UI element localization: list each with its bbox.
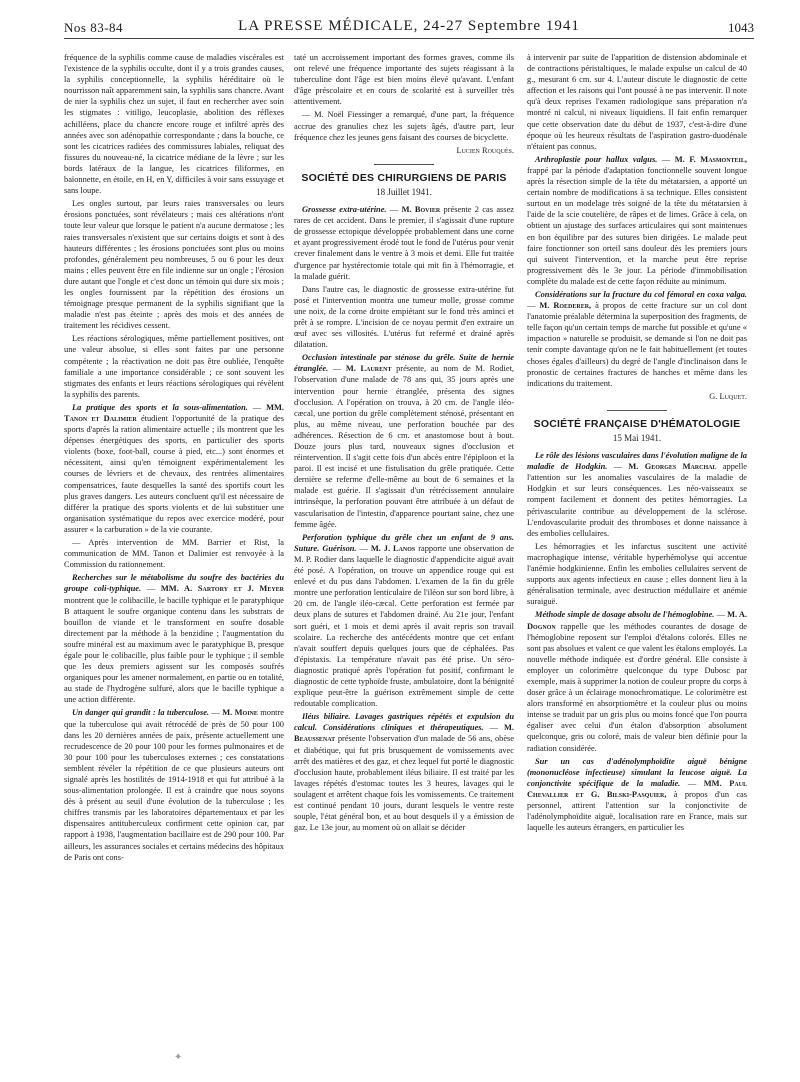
article-body: présente 2 cas assez rares de cet accident. Dans le premier, il s'agissait d'une rupture de grossesse ectopique développée probablement dans une corne et ayant progressivement érodé tout le fond de l'utérus pour venir crever finalement dans le ventre à 3 mois et demi. Elle fut traitée d'urgence par hystérectomie totale qui mit fin à l'hémorragie, et la malade guérit. xyxy=(294,205,514,281)
paragraph: fréquence de la syphilis comme cause de maladies viscérales est l'existence de la syphilis occulte, dont il y a trois grandes causes, la syphilis conceptionnelle, la syphilis héréditaire où le nourrisson naît apparemment sain, la syphilis sans chancre. Avant de nier la syphilis chez un sujet, il faut en rechercher avec soin les stigmates : vitiligo, leucoplasie, abolition des réflexes achilléens, place du chancre encore rouge et infiltré après des années avec son adénopathie correspondante ; dans la bouche, ce sont les cicatrices radiées des commissures labiales, reliquat des fissures du nouveau-né, la cicatrice médiane de la lèvre ; sur les bords latéraux de la langue, les cicatrices filiformes, en baïonnette, en étoile, en H, en Y, difficiles à voir sans essuyage et sans loupe. xyxy=(64,53,284,196)
article-title: Un danger qui grandit : la tuberculose. xyxy=(72,708,210,718)
divider xyxy=(607,410,667,411)
article-title: Considérations sur la fracture du col fémoral en coxa valga. xyxy=(535,289,747,299)
article-author: M. Georges Marchal xyxy=(628,462,717,472)
signature: G. Luquet. xyxy=(709,391,747,401)
article-title: Occlusion intestinale par sténose du grêle. Suite de hernie étranglée. xyxy=(294,353,514,374)
article-body: étudient l'opportunité de la pratique des sports d'après la ration alimentaire actuelle ; ils montrent que les dépenses énergétiques des sports, en particulier des sports violents (boxe, foot-ball, course à pied, etc...) sont énormes et nécessitent, ainsi qu'en témoignent expérimentalement les courses de lévriers et de chevaux, des rentrées alimentaires compensatrices, faute desquelles la santé des sportifs court les plus graves dangers. Les auteurs concluent qu'il est nécessaire de différer la pratique des sports violents et de lui substituer une organisation systématique du repos avec exercice modéré, pour assurer « la carburation » de la vie courante. xyxy=(64,414,284,534)
article-entry: Méthode simple de dosage absolu de l'hémoglobine. — M. A. Dognon rappelle que les méthodes courantes de dosage de l'hémoglobine reposent sur l'emploi d'étalons colorés. Elles ne sont pas absolues et valent ce que valent les étalons employés. La nouvelle méthode indiquée est d'ordre général. Elle consiste à employer un colorimètre quelconque du type Dubosc par exemple, mais à supprimer la notion de couleur propre du corps à doser grâce à un éclairage monochromatique. Le colorimètre est alors transformé en absorptiomètre et la couleur plus ou moins intense se traduit par un gris plus ou moins foncé que l'on pourra égaliser avec celui d'un étalon d'absorption absolument quelconque, gris ou coloré, mais de valeur bien définie pour la radiation considérée. xyxy=(527,610,747,753)
paragraph: — Après intervention de MM. Barrier et Rist, la communication de MM. Tanon et Dalimier est renvoyée à la Commission du rationnement. xyxy=(64,538,284,570)
issue-number: Nos 83-84 xyxy=(64,20,124,35)
article-author: M. J. Lanos xyxy=(370,543,416,553)
article-title: Sur un cas d'adénolymphoïdite aiguë bénigne (mononucléose infectieuse) simulant la leucose aiguë. La conjonctivite spécifique de la maladie. xyxy=(527,756,747,788)
article-body: présente l'observation d'un malade de 56 ans, obèse et diabétique, qui fut pris brusquement de vomissements avec arrêt des matières et des gaz, et chez lequel fut porté le diagnostic d'occlusion haute, probablement iléus biliaire. Il est traité par les lavages répétés d'estomac toutes les 3 heures, lavages qui le soulagent et arrêtent chaque fois les vomissements. Ce traitement est continué pendant 10 jours, durant lesquels le ventre reste souple, l'état général bon, et au bout desquels il y a émission de gaz. Le 13e jour, au moment où on allait se décider xyxy=(294,734,514,833)
article-title: Recherches sur le métabolisme du soufre des bactéries du groupe coli-typhique. xyxy=(64,573,284,594)
scan-mark-icon: ✦ xyxy=(174,1052,183,1063)
article-author: M. Moine xyxy=(222,708,258,718)
paragraph: à intervenir par suite de l'apparition de distension abdominale et de contractions péristaltiques, le malade expulse un calcul de 40 g., mesurant 6 cm. sur 4. L'auteur discute le diagnostic de cette affection et les raisons qui l'ont poussé à ne pas intervenir. Il note qu'à deux reprises l'examen radiologique sans préparation n'a montré ni calcul, ni niveaux liquidiens. Il fait enfin remarquer que cette observation date du début de 1937, c'est-à-dire d'une époque où les heureux résultats de l'aspiration gastro-duodénale n'étaient pas connus. xyxy=(527,53,747,151)
article-body: rappelle que les méthodes courantes de dosage de l'hémoglobine reposent sur l'emploi d'étalons colorés. Elles ne sont pas absolues et valent ce que valent les étalons employés. La nouvelle méthode indiquée est d'ordre général. Elle consiste à employer un colorimètre quelconque du type Dubosc par exemple, mais à supprimer la notion de couleur propre du corps à doser grâce à un éclairage monochromatique. Le colorimètre est alors transformé en absorptiomètre et la couleur plus ou moins intense se traduit par un gris plus ou moins foncé que l'on pourra égaliser avec celui d'un étalon d'absorption absolument quelconque, gris ou coloré, mais de valeur bien définie pour la radiation considérée. xyxy=(527,621,747,753)
column-left xyxy=(64,52,284,1072)
article-author: M. F. Masmonteil, xyxy=(674,154,747,164)
section-date: 15 Mai 1941. xyxy=(612,433,662,443)
article-title: Le rôle des lésions vasculaires dans l'évolution maligne de la maladie de Hodgkin. xyxy=(527,451,747,472)
section-title: SOCIÉTÉ DES CHIRURGIENS DE PARIS xyxy=(301,171,507,184)
article-entry: Un danger qui grandit : la tuberculose. — M. Moine montre que la tuberculose qui avait rétrocédé de près de 50 pour 100 dans les 20 dernières années de paix, présente actuellement une recrudescence de 20 pour 100 pour les formes pulmonaires et de 30 pour 100 pour les tuberculoses externes ; ces constatations semblent révéler la répétition de ce que plusieurs auteurs ont signalé après les hostilités de 1914-1918 et qui fut attribué à la sous-alimentation prolongée. Il est à craindre que nous soyons dès à présent au seuil d'une évolution de la tuberculose ; les chiffres transmis par les laboratoires départementaux et par les dispensaires antituberculeux confirment cette opinion car, par rapport à 1938, l'augmentation bacillaire est de 290 pour 100. Par ailleurs, les assurances sociales et certains médecins des hôpitaux de Paris ont cons- xyxy=(64,708,284,862)
article-title: Méthode simple de dosage absolu de l'hémoglobine. xyxy=(535,610,715,620)
article-author: M. Bovier xyxy=(401,205,441,215)
article-body: à propos d'un cas personnel, attirent l'attention sur la conjonctivite de l'adénolymphoïdite aiguë, localisation rare en France, mais sur laquelle les auteurs étrangers, en particulier les xyxy=(527,789,747,833)
page-header xyxy=(64,16,754,39)
paragraph: Les réactions sérologiques, même partiellement positives, ont une valeur absolue, si elles sont faites par une personne compétente ; la réactivation ne doit pas être oubliée, l'enquête familiale a une importance considérable ; ce sont souvent les stigmates des enfants et leurs réactions sérologiques qui révèlent la syphilis des parents. xyxy=(64,334,284,399)
article-entry: Perforation typhique du grêle chez un enfant de 9 ans. Suture. Guérison. — M. J. Lanos rapporte une observation de M. P. Rodier dans laquelle le diagnostic d'appendicite aiguë avait été posé. A l'opération, on trouve un appendice rouge qui est enlevé et du pus dans l'abdomen. L'examen de la fin du grêle montre une perforation lenticulaire de l'iléon sur son bord libre, à 20 cm. de l'angle iléo-cæcal. Cette perforation est fermée par deux plans de sutures et l'abdomen drainé. Au 21e jour, l'enfant sort guéri, et 1 mois et demi après il avait repris son travail scolaire. La recherche des antécédents montre que cet enfant n'avait souffert depuis quelques jours que de céphalées. Pas d'épistaxis. La température n'avait pas été prise. Un séro-diagnostic pratiqué après l'opération fut positif, confirmant le diagnostic de cette typhoïde fruste, ambulatoire, dont la bénignité explique peut-être la guérison extrêmement simple de cette redoutable complication. xyxy=(294,532,514,709)
signature: Lucien Rouquès. xyxy=(456,145,514,155)
paragraph: Dans l'autre cas, le diagnostic de grossesse extra-utérine fut posé et l'intervention montra une tumeur molle, grosse comme une noix, de la corne droite empiétant sur le fond très aminci et prêt à se rompre. L'incision de ce noyau permit d'en extraire un œuf avec ses villosités. L'utérus fut refermé et drainé après dilatation. xyxy=(294,284,514,350)
section-date: 18 Juillet 1941. xyxy=(376,186,432,197)
journal-title: LA PRESSE MÉDICALE, 24-27 Septembre 1941 xyxy=(238,18,580,34)
section-title: SOCIÉTÉ FRANÇAISE D'HÉMATOLOGIE xyxy=(533,417,741,430)
article-body: appelle l'attention sur les anomalies vasculaires de la maladie de Hodgkin et sur leurs conséquences. Les néo-vaisseaux se rompent facilement et donnent des petites hémorragies. La périvascularite contribue au développement de la sclérose. L'endovascularite produit des thromboses et donne naissance à des embolies cellulaires. xyxy=(527,462,747,538)
article-author: MM. Paul Chevallier et G. Bilski-Pasquier, xyxy=(527,778,747,799)
article-title: La pratique des sports et la sous-alimentation. xyxy=(72,402,248,412)
article-entry: Arthroplastie pour hallux valgus. — M. F. Masmonteil, frappé par la période d'adaptation fonctionnelle souvent longue après la résection simple de la tête du métatarsien, a apporté un certain nombre de modifications à sa technique. Elles consistent surtout en un modelage très soigné de la tête du métatarsien à l'aide de la scie coutelière, de râpes et de limes. Grâce à cela, on obtient un ajustage des surfaces articulaires qui sont maintenues en bon équilibre par des sutures bien dirigées. Le malade peut faire fonctionner son orteil sans douleur dès les premiers jours qui suivent l'intervention, et la marche peut être reprise progressivement dès le 3e jour. La période d'immobilisation complète du malade est de cette façon réduite au minimum. xyxy=(527,154,747,286)
article-entry: La pratique des sports et la sous-alimentation. — MM. Tanon et Dalimier étudient l'opportunité de la pratique des sports d'après la ration alimentaire actuelle ; ils montrent que les dépenses énergétiques des sports, en particulier des sports violents (boxe, foot-ball, course à pied, etc...) sont énormes et nécessitent, ainsi qu'en témoignent expérimentalement les courses de lévriers et de chevaux, des rentrées alimentaires compensatrices, faute desquelles la santé des sportifs court les plus graves dangers. Les auteurs concluent qu'il est nécessaire de différer la pratique des sports violents et de lui substituer une organisation systématique du repos avec exercice modéré, pour assurer « la carburation » de la vie courante. xyxy=(64,402,284,534)
paragraph: Les hémorragies et les infarctus suscitent une activité macrophagique intense, véritable hyperhémolyse qui accentue l'anémie hodgkinienne. Enfin les embolies cellulaires servent de supports aux agents infectieux en cause ; elles donnent lieu à la généralisation terminale, avec destruction médullaire et anémie suraiguë. xyxy=(527,541,747,607)
article-entry: Considérations sur la fracture du col fémoral en coxa valga. — M. Roederer, à propos de cette fracture sur un col dont l'anatomie préalable détermina la superposition des fragments, de telle façon qu'un certain temps de marche fut possible et qu'une « impaction » naturelle se produisit, se demande si l'on ne doit pas tenir compte davantage qu'on ne le fait habituellement (et toutes choses égales d'ailleurs) du degré de l'angle d'inclinaison dans le pronostic de certaines fractures de hanches et même dans les indications du traitement. xyxy=(527,289,747,388)
article-body: montre que la tuberculose qui avait rétrocédé de près de 50 pour 100 dans les 20 dernières années de paix, présente actuellement une recrudescence de 20 pour 100 pour les formes pulmonaires et de 30 pour 100 pour les tuberculoses externes ; ces constatations semblent révéler la répétition de ce que plusieurs auteurs ont signalé après les hostilités de 1914-1918 et qui fut attribué à la sous-alimentation prolongée. Il est à craindre que nous soyons dès à présent au seuil d'une évolution de la tuberculose ; les chiffres transmis par les laboratoires départementaux et par les dispensaires antituberculeux confirment cette opinion car, par rapport à 1938, l'augmentation bacillaire est de 290 pour 100. Par ailleurs, les assurances sociales et certains médecins des hôpitaux de Paris ont cons- xyxy=(64,708,284,862)
article-author: M. A. Dognon xyxy=(527,610,747,631)
column-middle xyxy=(294,52,514,1072)
paragraph: taté un accroissement important des formes graves, comme ils ont relevé une fréquence importante des sujets réagissant à la tuberculine dont l'âge est bien moins élevé qu'avant. L'enfant d'âge préscolaire et en cours de scolarité est à surveiller très attentivement. xyxy=(294,53,514,107)
article-entry: Grossesse extra-utérine. — M. Bovier présente 2 cas assez rares de cet accident. Dans le premier, il s'agissait d'une rupture de grossesse ectopique développée probablement dans une corne et ayant progressivement érodé tout le fond de l'utérus pour venir crever finalement dans le ventre à 3 mois et demi. Elle fut traitée d'urgence par hystérectomie totale qui mit fin à l'hémorragie, et la malade guérit. xyxy=(294,205,514,281)
divider xyxy=(374,164,434,165)
article-title: Grossesse extra-utérine. xyxy=(302,205,387,215)
article-entry: Le rôle des lésions vasculaires dans l'évolution maligne de la maladie de Hodgkin. — M. Georges Marchal appelle l'attention sur les anomalies vasculaires de la maladie de Hodgkin et sur leurs conséquences. Les néo-vaisseaux se rompent facilement et donnent des petites hémorragies. La périvascularite contribue au développement de la sclérose. L'endovascularite produit des thromboses et donne naissance à des embolies cellulaires. xyxy=(527,451,747,538)
article-author: MM. Tanon et Dalimier xyxy=(64,402,284,423)
article-title: Iléus biliaire. Lavages gastriques répétés et expulsion du calcul. Considérations cliniques et thérapeutiques. xyxy=(294,712,514,733)
article-body: à propos de cette fracture sur un col dont l'anatomie préalable détermina la superposition des fragments, de telle façon qu'un certain temps de marche fut possible et qu'une « impaction » naturelle se produisit, se demande si l'on ne doit pas tenir compte davantage qu'on ne le fait habituellement (et toutes choses égales d'ailleurs) du degré de l'angle d'inclinaison dans le pronostic de certaines fractures de hanches et même dans les indications du traitement. xyxy=(527,301,747,388)
paragraph: — M. Noël Fiessinger a remarqué, d'une part, la fréquence accrue des granulies chez les sujets âgés, d'autre part, leur fréquence chez les jeunes gens faisant des courses de bicyclette. xyxy=(294,110,514,142)
page-number: 1043 xyxy=(728,20,754,35)
article-author: M. Laurent xyxy=(345,364,392,374)
article-entry: Iléus biliaire. Lavages gastriques répétés et expulsion du calcul. Considérations cliniques et thérapeutiques. — M. Beaussenat présente l'observation d'un malade de 56 ans, obèse et diabétique, qui fut pris brusquement de vomissements avec arrêt des matières et des gaz, et chez lequel fut porté le diagnostic d'occlusion haute, probablement iléus biliaire. Il est traité par les lavages répétés d'estomac toutes les 3 heures, lavages qui le soulagent et arrêtent chaque fois les vomissements. Ce traitement est continué pendant 10 jours, durant lesquels le ventre reste souple, l'état général bon, et au bout desquels il y a émission de gaz. Le 13e jour, au moment où on allait se décider xyxy=(294,712,514,833)
article-author: M. Beaussenat xyxy=(294,723,514,744)
article-author: MM. A. Sartory et J. Meyer xyxy=(160,584,284,594)
article-author: M. Roederer, xyxy=(539,301,592,311)
article-title: Arthroplastie pour hallux valgus. xyxy=(535,154,658,164)
paragraph: Les ongles surtout, par leurs raies transversales ou leurs érosions ponctuées, sont révélateurs ; mais ces altérations n'ont toute leur valeur que lorsque le patient n'a aucune dermatose ; les raies transversales n'existent que sur certains doigts et sont à des hauteurs différentes ; les érosions ponctuées sont plus ou moins profondes, généralement peu nombreuses, 5 ou 6 pour les deux mains ; elles peuvent être en file indienne sur un ongle ; l'érosion dure autant que l'ongle et c'est donc un témoin qui dure six mois ; les ongles fournissent par la répétition des érosions un témoignage presque permanent de la syphilis signifiant que la maladie n'est pas éteinte ; après des mois et des années de traitement les récidives cessent. xyxy=(64,199,284,331)
article-title: Perforation typhique du grêle chez un enfant de 9 ans. Suture. Guérison. xyxy=(294,532,514,553)
article-entry: Sur un cas d'adénolymphoïdite aiguë bénigne (mononucléose infectieuse) simulant la leucose aiguë. La conjonctivite spécifique de la maladie. — MM. Paul Chevallier et G. Bilski-Pasquier, à propos d'un cas personnel, attirent l'attention sur la conjonctivite de l'adénolymphoïdite aiguë, localisation rare en France, mais sur laquelle les auteurs étrangers, en particulier les xyxy=(527,756,747,833)
column-right xyxy=(527,52,747,1072)
article-entry: Recherches sur le métabolisme du soufre des bactéries du groupe coli-typhique. — MM. A. Sartory et J. Meyer montrent que le colibacille, le bacille typhique et le paratyphique B attaquent le soufre organique contenu dans les substrats de bouillon de viande et le transforment en soufre dosable directement par la méthode à la benzidine ; l'augmentation du soufre minéral est au maximum avec le paratyphique B, presque égale pour le colibacille, plus faible pour le typhique ; il semble que les deux premiers agissent sur les composés soufrés organiques pour les amener normalement, en partie ou en totalité, au stade de l'hydrogène sulfuré, alors que le bacille typhique a une action différente. xyxy=(64,573,284,705)
article-body: montrent que le colibacille, le bacille typhique et le paratyphique B attaquent le soufre organique contenu dans les substrats de bouillon de viande et le transforment en soufre dosable directement par la méthode à la benzidine ; l'augmentation du soufre minéral est au maximum avec le paratyphique B, presque égale pour le colibacille, plus faible pour le typhique ; il semble que les deux premiers agissent sur les composés soufrés organiques pour les amener normalement, en partie ou en totalité, au stade de l'hydrogène sulfuré, alors que le bacille typhique a une action différente. xyxy=(64,595,284,705)
article-body: frappé par la période d'adaptation fonctionnelle souvent longue après la résection simple de la tête du métatarsien, a apporté un certain nombre de modifications à sa technique. Elles consistent surtout en un modelage très soigné de la tête du métatarsien à l'aide de la scie coutelière, de râpes et de limes. Grâce à cela, on obtient un ajustage des surfaces articulaires qui sont maintenues en bon équilibre par des sutures bien dirigées. Le malade peut faire fonctionner son orteil sans douleur dès les premiers jours qui suivent l'intervention, et la marche peut être reprise progressivement dès le 3e jour. La période d'immobilisation complète du malade est de cette façon réduite au minimum. xyxy=(527,165,747,286)
article-body: rapporte une observation de M. P. Rodier dans laquelle le diagnostic d'appendicite aiguë avait été posé. A l'opération, on trouve un appendice rouge qui est enlevé et du pus dans l'abdomen. L'examen de la fin du grêle montre une perforation lenticulaire de l'iléon sur son bord libre, à 20 cm. de l'angle iléo-cæcal. Cette perforation est fermée par deux plans de sutures et l'abdomen drainé. Au 21e jour, l'enfant sort guéri, et 1 mois et demi après il avait repris son travail scolaire. La recherche des antécédents montre que cet enfant n'avait souffert depuis quelques jours que de céphalées. Pas d'épistaxis. La température n'avait pas été prise. Un séro-diagnostic pratiqué après l'opération fut positif, confirmant le diagnostic de cette typhoïde fruste, ambulatoire, dont la bénignité explique peut-être la guérison extrêmement simple de cette redoutable complication. xyxy=(294,543,514,709)
article-body: présente, au nom de M. Rodiet, l'observation d'une malade de 78 ans qui, 35 jours après une intervention pour hernie étranglée, présenta des signes d'occlusion. A l'opération on trouva, à 20 cm. de l'angle iléo-cæcal, une portion du grêle complètement sténosé, présentant en plus, au même niveau, une perforation bouchée par des adhérences. Résection de 6 cm. et anastomose bout à bout. Douze jours plus tard, nouveaux signes d'occlusion et réintervention. Il s'agit cette fois d'un abcès entre l'épiploon et la paroi. Il est incisé et une fistulisation du grêle pratiquée. Cette dernière se referme d'elle-même au bout de 6 semaines et la malade est guérie. Il s'agissait d'un rétrécissement annulaire intrinsèque, la perforation pouvant être attribuée à un défaut de vascularisation de l'intestin, d'apparence pourtant saine, chez une femme âgée. xyxy=(294,364,514,529)
article-entry: Occlusion intestinale par sténose du grêle. Suite de hernie étranglée. — M. Laurent présente, au nom de M. Rodiet, l'observation d'une malade de 78 ans qui, 35 jours après une intervention pour hernie étranglée, présenta des signes d'occlusion. A l'opération on trouva, à 20 cm. de l'angle iléo-cæcal, une portion du grêle complètement sténosé, présentant en plus, au même niveau, une perforation bouchée par des adhérences. Résection de 6 cm. et anastomose bout à bout. Douze jours plus tard, nouveaux signes d'occlusion et réintervention. Il s'agit cette fois d'un abcès entre l'épiploon et la paroi. Il est incisé et une fistulisation du grêle pratiquée. Cette dernière se referme d'elle-même au bout de 6 semaines et la malade est guérie. Il s'agissait d'un rétrécissement annulaire intrinsèque, la perforation pouvant être attribuée à un défaut de vascularisation de l'intestin, d'apparence pourtant saine, chez une femme âgée. xyxy=(294,353,514,529)
